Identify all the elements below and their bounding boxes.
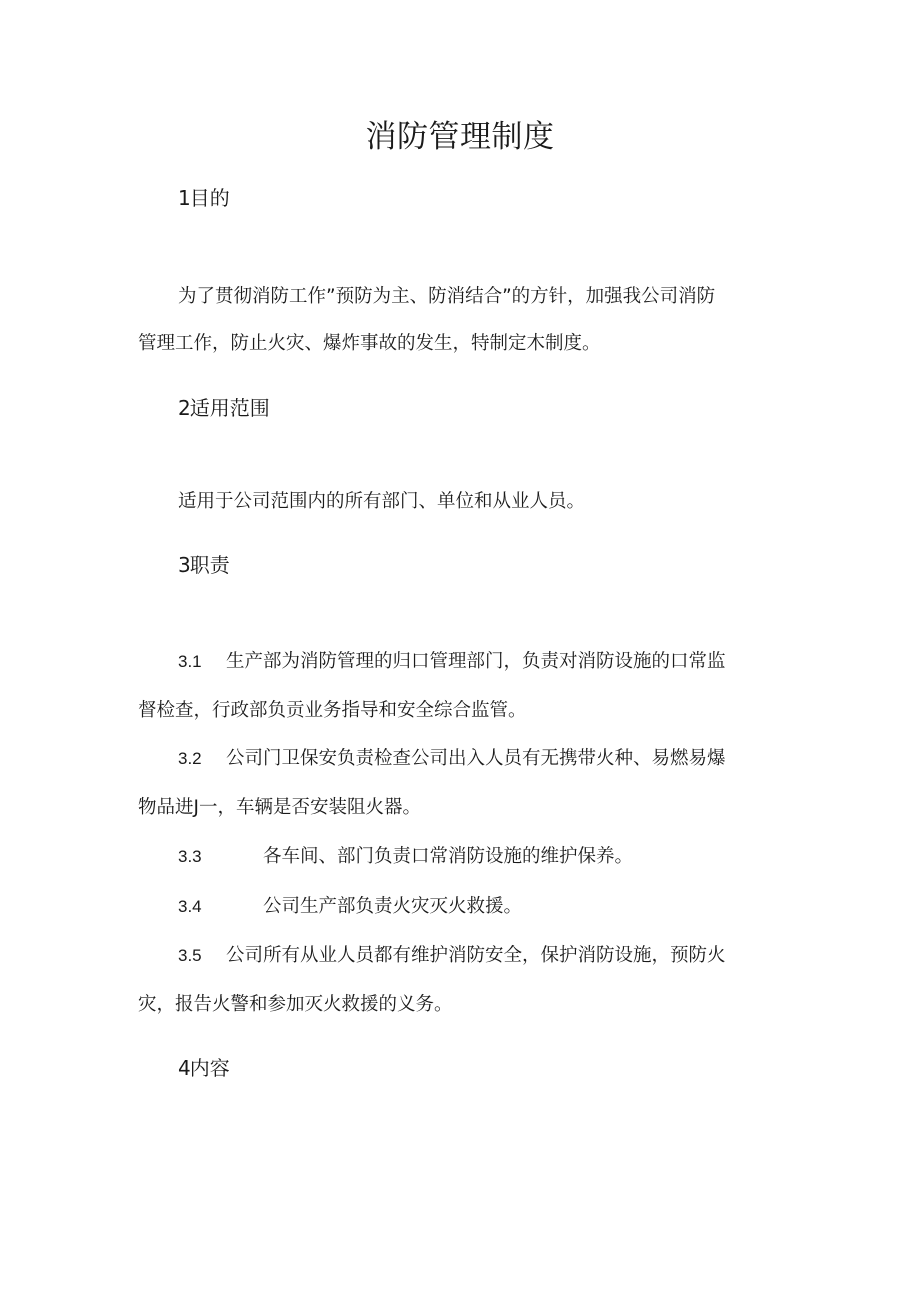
clause-3-5-line-2: 灾，报告火警和参加灭火救援的义务。: [138, 994, 453, 1015]
section-number: 4: [178, 1056, 190, 1080]
section-number: 3: [178, 553, 190, 577]
clause-number: 3.2: [178, 749, 202, 768]
section-heading-content: [178, 1053, 230, 1083]
section-heading-responsibilities: [178, 550, 230, 580]
clause-text: 各车间、部门负责口常消防设施的维护保养。: [263, 846, 634, 867]
clause-3-5-line-1: [178, 942, 726, 970]
clause-number: 3.1: [178, 652, 202, 671]
clause-number: 3.5: [178, 946, 202, 965]
section-number: 1: [178, 186, 190, 210]
clause-3-1-line-1: [178, 648, 726, 676]
clause-3-1-line-2: 督检查，行政部负贡业务指导和安全综合监管。: [138, 700, 527, 721]
clause-text: 生产部为消防管理的归口管理部门，负责对消防设施的口常监: [226, 651, 726, 672]
section-title: 内容: [189, 1056, 230, 1080]
section-heading-purpose: [178, 183, 230, 213]
section-title: 目的: [189, 186, 230, 210]
section-title: 适用范围: [189, 396, 270, 420]
document-title: 消防管理制度: [365, 119, 555, 155]
section-heading-scope: [178, 393, 270, 423]
clause-text: 公司所有从业人员都有维护消防安全，保护消防设施，预防火: [226, 945, 726, 966]
clause-3-2-line-2: 物品进J一，车辆是否安装阻火器。: [138, 797, 421, 818]
paragraph-line: 为了贯彻消防工作”预防为主、防消结合”的方针，加强我公司消防: [178, 286, 716, 307]
clause-text: 公司生产部负责火灾灭火救援。: [263, 896, 523, 917]
section-number: 2: [178, 396, 190, 420]
clause-number: 3.4: [178, 897, 202, 916]
clause-3-4-line-1: [178, 893, 522, 921]
clause-3-3-line-1: [178, 843, 633, 871]
paragraph-line: 管理工作，防止火灾、爆炸事故的发生，特制定木制度。: [138, 333, 601, 354]
paragraph-line: 适用于公司范围内的所有部门、单位和从业人员。: [178, 491, 586, 512]
clause-text: 公司门卫保安负责检查公司出入人员有无携带火种、易燃易爆: [226, 748, 726, 769]
clause-number: 3.3: [178, 847, 202, 866]
section-title: 职责: [189, 553, 230, 577]
clause-3-2-line-1: [178, 745, 726, 773]
